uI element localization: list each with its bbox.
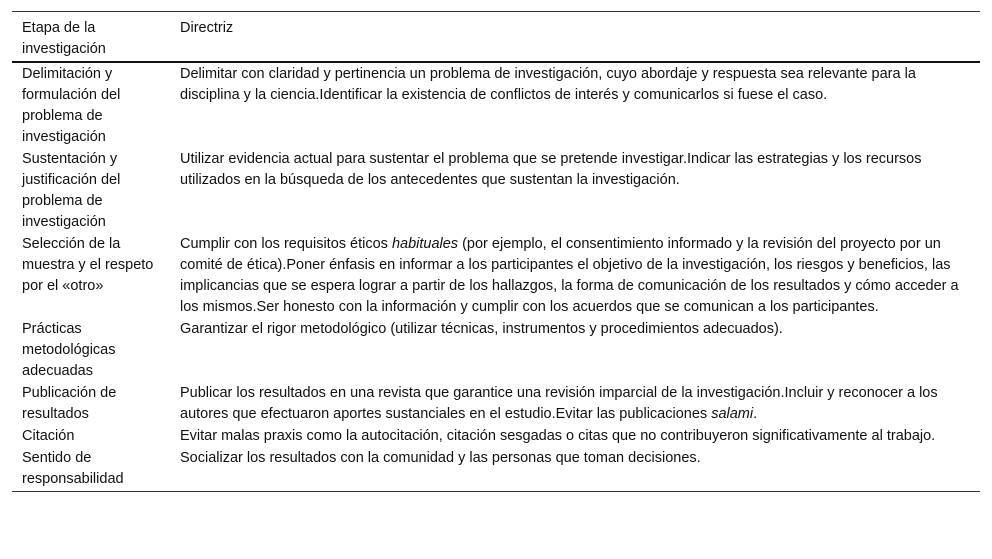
- guideline-cell: Evitar malas praxis como la autocitación, citación sesgadas o citas que no contribuyeron significativamente al trabajo.: [180, 428, 936, 444]
- stage-cell: Sentido de responsabilidad: [22, 450, 124, 487]
- guideline-cell: Garantizar el rigor metodológico (utilizar técnicas, instrumentos y procedimientos adecuados).: [180, 321, 783, 337]
- table-header: [12, 12, 980, 63]
- stage-cell: Selección de la muestra y el respeto por el «otro»: [22, 236, 154, 294]
- table-row: [12, 426, 980, 448]
- table-row: [12, 149, 980, 234]
- guideline-emphasis: salami: [711, 406, 754, 422]
- stage-cell: Sustentación y justificación del problema de investigación: [22, 151, 121, 230]
- guideline-text: (por ejemplo, el consentimiento informado y la revisión del proyecto por un comité de ética).Poner énfasis en informar a los participantes el objetivo de la investigación, los riesgos y beneficios, las implicancias que se espera lograr a partir de los hallazgos, la forma de comunicación de los resultados y cómo acceder a los mismos.Ser honesto con la información y cumplir con los acuerdos que se comunican a los participantes.: [180, 236, 959, 315]
- table-row: [12, 234, 980, 319]
- table-row: [12, 319, 980, 383]
- guideline-cell: Socializar los resultados con la comunidad y las personas que toman decisiones.: [180, 450, 701, 466]
- stage-cell: Citación: [22, 428, 75, 444]
- header-row: [12, 12, 980, 63]
- guideline-cell: [170, 383, 980, 426]
- guideline-cell: [170, 234, 980, 319]
- table-body: [12, 62, 980, 492]
- table-row: [12, 62, 980, 149]
- stage-cell: Delimitación y formulación del problema de investigación: [22, 66, 121, 145]
- guideline-cell: Utilizar evidencia actual para sustentar el problema que se pretende investigar.Indicar las estrategias y los recursos utilizados en la búsqueda de los antecedentes que sustentan la investigación.: [180, 151, 922, 188]
- stage-cell: Prácticas metodológicas adecuadas: [22, 321, 116, 379]
- guidelines-table: [12, 11, 980, 492]
- guideline-emphasis: habituales: [391, 236, 459, 252]
- guideline-text: Publicar los resultados en una revista que garantice una revisión imparcial de la investigación.Incluir y reconocer a los autores que efectuaron aportes sustanciales en el estudio.Evitar las publicaciones: [180, 385, 938, 422]
- stage-cell: Publicación de resultados: [22, 385, 117, 422]
- table-row: [12, 448, 980, 492]
- guideline-text: .: [753, 406, 758, 422]
- guideline-text: Cumplir con los requisitos éticos: [180, 236, 392, 252]
- header-stage: Etapa de la investigación: [22, 20, 106, 57]
- table-row: [12, 383, 980, 426]
- guideline-cell: Delimitar con claridad y pertinencia un problema de investigación, cuyo abordaje y respuesta sea relevante para la disciplina y la ciencia.Identificar la existencia de conflictos de interés y comunicarlos si fuese el caso.: [180, 66, 916, 103]
- guidelines-table-container: [12, 11, 980, 492]
- header-guideline: Directriz: [180, 20, 234, 36]
